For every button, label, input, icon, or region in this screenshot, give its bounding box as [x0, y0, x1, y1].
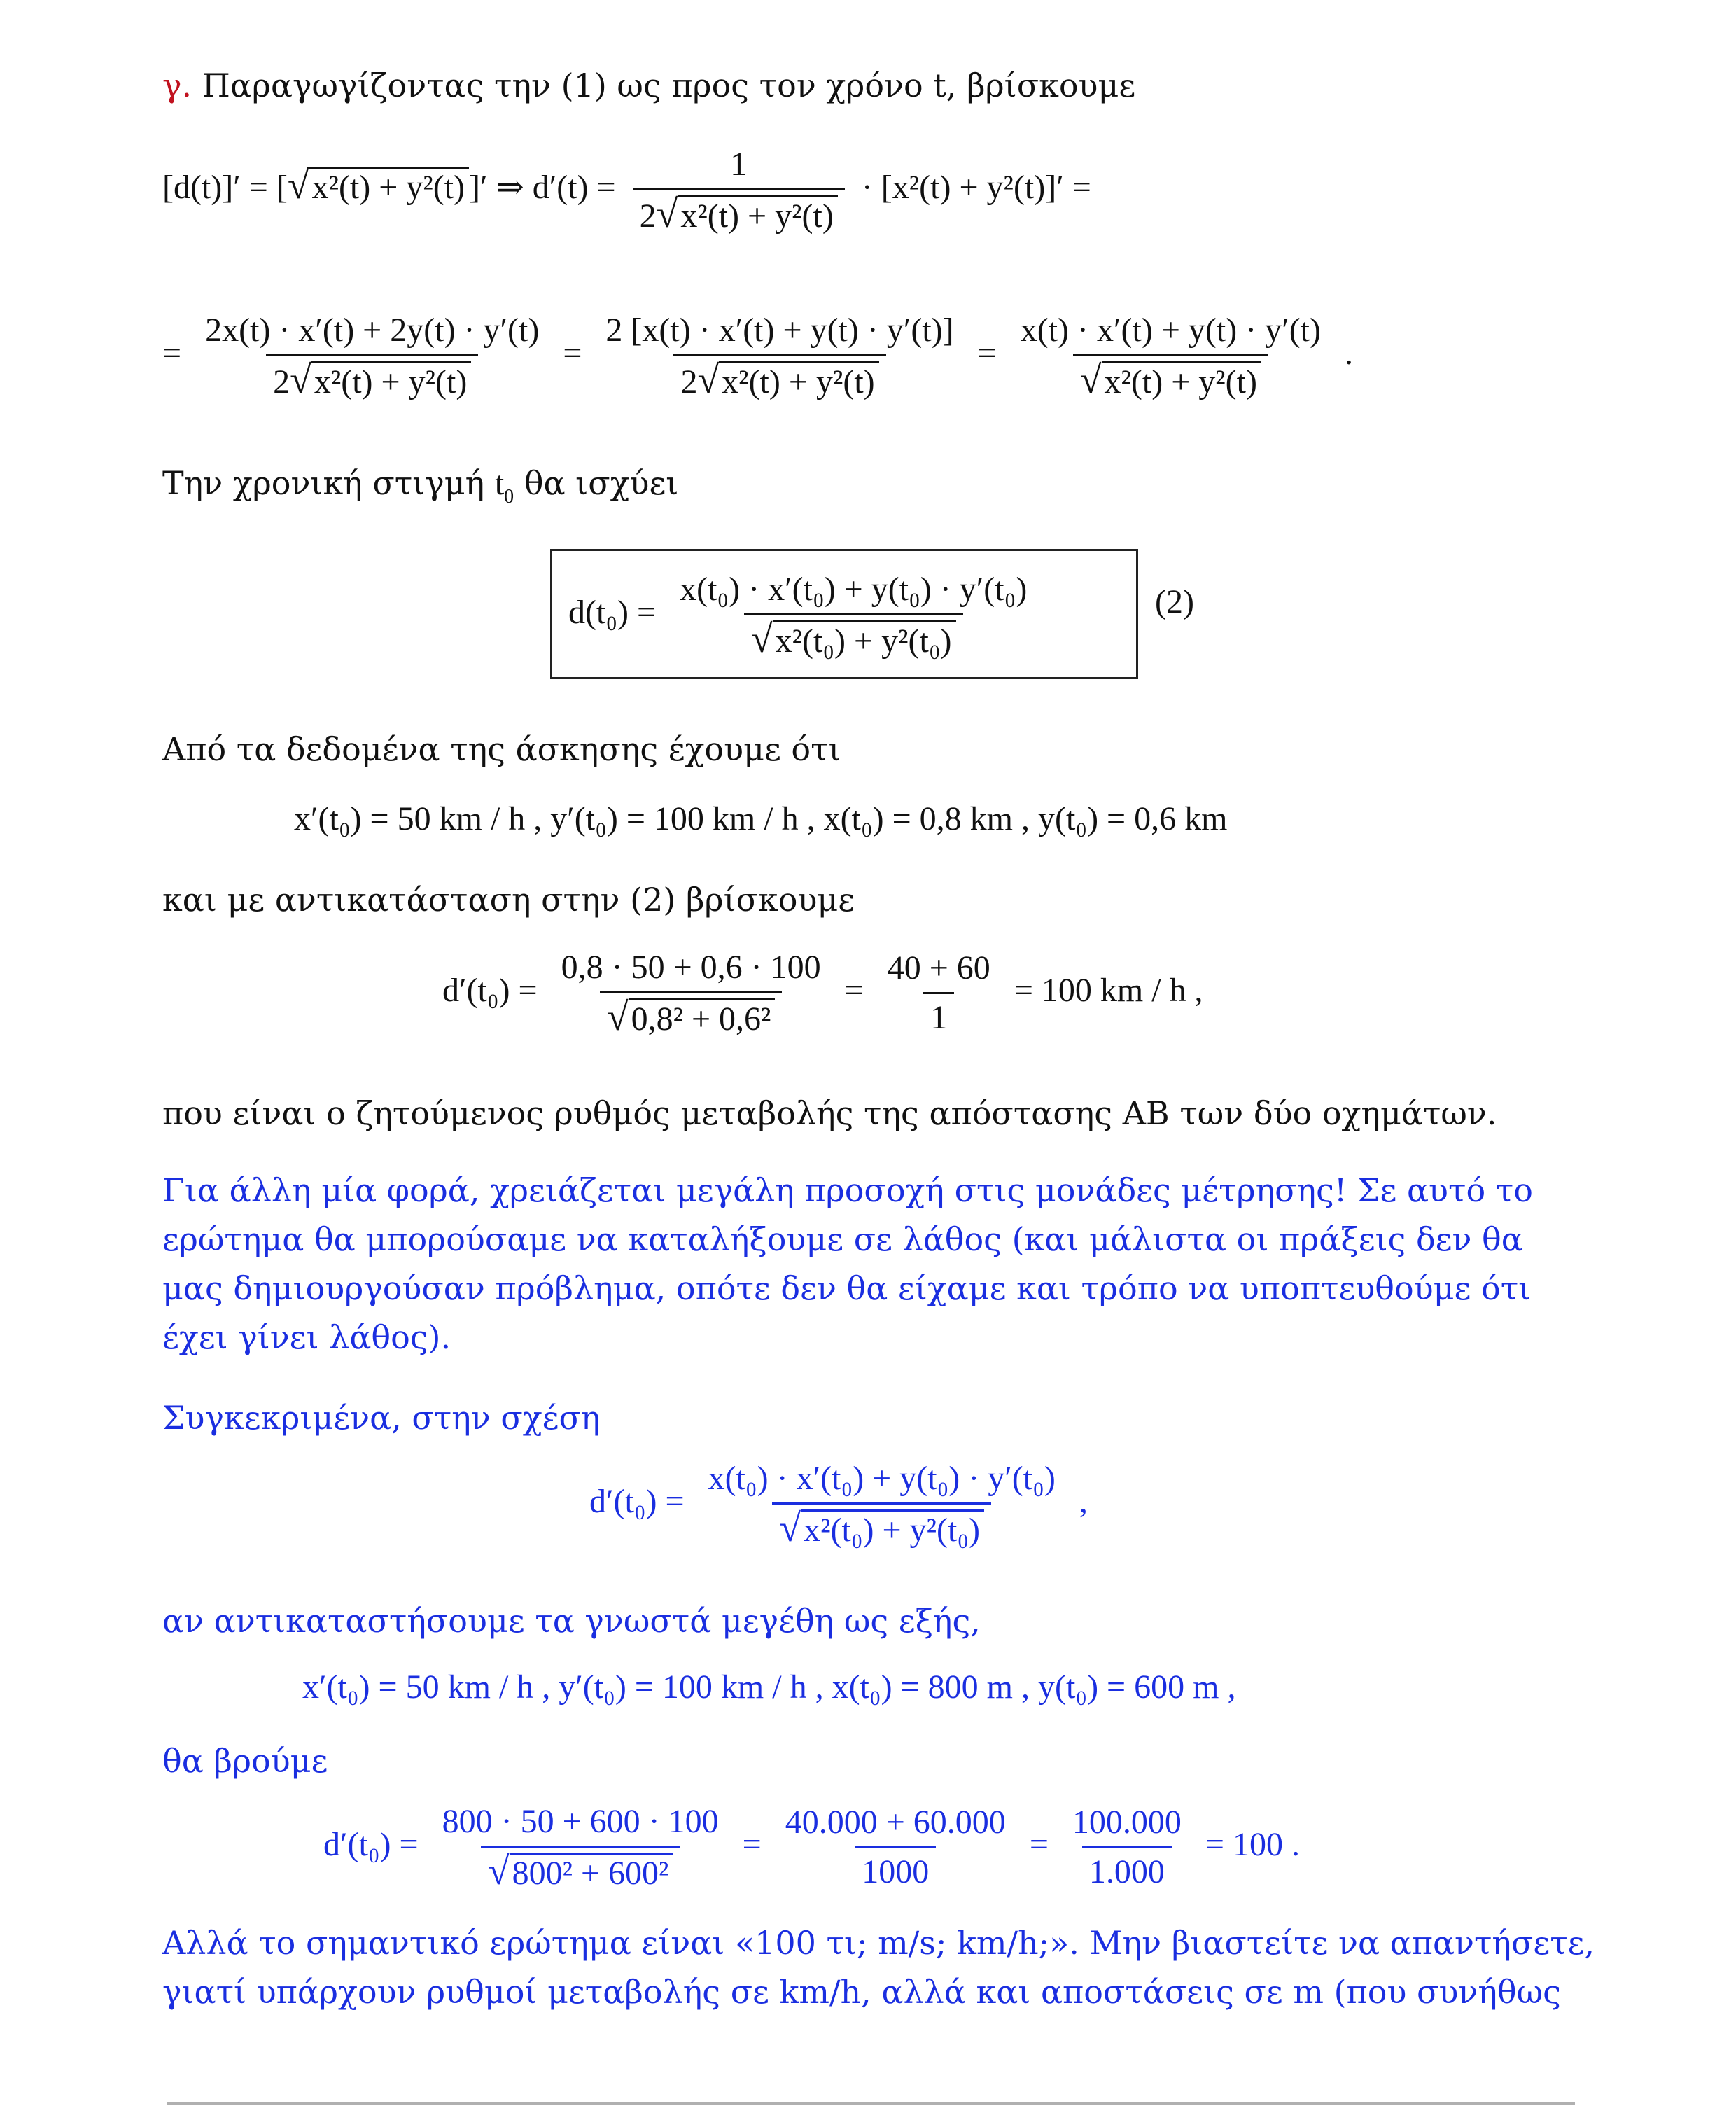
instant-tail: θα ισχύει	[524, 464, 679, 502]
eq2-f1-radicand: x²(t) + y²(t)	[312, 361, 471, 401]
equation-blue-result	[323, 1799, 1300, 1893]
eq2-f3-denominator	[1073, 354, 1268, 402]
eq1-rhs: ]′ ⇒ d′(t) =	[469, 169, 616, 206]
instant-paragraph	[162, 462, 678, 518]
note-line-3: μας δημιουργούσαν πρόβλημα, οπότε δεν θα είχαμε και τρόπο να υποπτευθούμε ότι	[162, 1269, 1532, 1307]
eq2-f3-radicand: x²(t) + y²(t)	[1102, 361, 1261, 401]
eq5-equals: =	[742, 1826, 762, 1863]
eq5-fraction-1	[435, 1802, 726, 1893]
eq3-tail: = 100 km / h ,	[1014, 972, 1203, 1009]
eq2-f3-numerator: x(t) · x′(t) + y(t) · y′(t)	[1020, 311, 1321, 349]
given-values-blue: x′(t₀) = 50 km / h , y′(t₀) = 100 km / h , x(t₀) = 800 m , y(t₀) = 600 m ,	[302, 1668, 1236, 1706]
result-paragraph: που είναι ο ζητούμενος ρυθμός μεταβολής της απόστασης ΑΒ των δύο οχημάτων.	[162, 1094, 1497, 1132]
eq5-equals: =	[1029, 1826, 1049, 1863]
eq4-radicand: x²(t₀) + y²(t₀)	[801, 1509, 984, 1549]
given-values: x′(t₀) = 50 km / h , y′(t₀) = 100 km / h , x(t₀) = 0,8 km , y(t₀) = 0,6 km	[294, 800, 1228, 837]
page-separator	[167, 2102, 1575, 2105]
instant-var: t	[494, 465, 505, 502]
eq5-f2-numerator: 40.000 + 60.000	[785, 1804, 1006, 1841]
sqrt-icon: √	[487, 1849, 510, 1893]
eq4-numerator: x(t₀) · x′(t₀) + y(t₀) · y′(t₀)	[708, 1459, 1056, 1497]
equation-result	[442, 945, 1203, 1039]
eq1-radicand: x²(t) + y²(t)	[309, 167, 469, 207]
sqrt-icon: √	[1079, 358, 1102, 402]
sqrt-icon: √	[606, 995, 629, 1039]
eq3-f2-numerator: 40 + 60	[887, 949, 990, 987]
instant-variable	[494, 465, 514, 508]
eq2-period: .	[1345, 335, 1353, 372]
eq3-f1-numerator: 0,8 · 50 + 0,6 · 100	[561, 948, 821, 986]
boxed-equation	[568, 567, 1042, 661]
specific-paragraph: Συγκεκριμένα, στην σχέση	[162, 1399, 601, 1437]
boxed-numerator: x(t₀) · x′(t₀) + y(t₀) · y′(t₀)	[680, 570, 1028, 608]
eq1-fraction	[633, 145, 845, 236]
eq5-f3-denominator: 1.000	[1082, 1846, 1172, 1892]
eq4-tail: ,	[1079, 1483, 1088, 1520]
question-label: γ.	[162, 67, 192, 104]
equation-blue-relation	[589, 1456, 1088, 1550]
eq1-den-radicand: x²(t) + y²(t)	[678, 195, 837, 235]
eq3-equals: =	[844, 972, 864, 1009]
eq4-lhs: d′(t₀) =	[589, 1483, 685, 1520]
instant-text: Την χρονική στιγμή	[162, 464, 485, 502]
eq1-lhs: [d(t)]′ = [	[162, 169, 288, 206]
equation-derivative	[162, 140, 1091, 236]
boxed-lhs: d(t₀) =	[568, 594, 657, 631]
eq2-equals: =	[162, 335, 182, 372]
eq2-f2-denominator	[673, 354, 886, 402]
eq2-equals: =	[563, 335, 582, 372]
eq1-tail: · [x²(t) + y²(t)]′ =	[861, 169, 1091, 206]
eq3-f1-denominator	[600, 991, 783, 1039]
eq2-fraction-2	[598, 311, 960, 402]
eq2-f2-coef: 2	[680, 363, 698, 400]
boxed-denominator	[744, 613, 963, 661]
eq3-lhs: d′(t₀) =	[442, 972, 538, 1009]
equation-tag: (2)	[1155, 583, 1194, 620]
note-line-2: ερώτημα θα μπορούσαμε να καταλήξουμε σε λάθος (και μάλιστα οι πράξεις δεν θα	[162, 1220, 1523, 1258]
eq1-denominator	[633, 188, 845, 236]
eq5-fraction-2	[778, 1803, 1013, 1892]
final-line-1: Αλλά το σημαντικό ερώτημα είναι «100 τι; m/s; km/h;». Μην βιαστείτε να απαντήσετε,	[162, 1924, 1595, 1962]
eq5-lhs: d′(t₀) =	[323, 1826, 419, 1863]
eq5-f1-radicand: 800² + 600²	[510, 1853, 673, 1892]
eq2-f1-numerator: 2x(t) · x′(t) + 2y(t) · y′(t)	[205, 311, 540, 349]
eq3-f1-radicand: 0,8² + 0,6²	[629, 998, 776, 1038]
eq2-f1-denominator	[266, 354, 478, 402]
eq2-equals: =	[977, 335, 997, 372]
find-paragraph: θα βρούμε	[162, 1742, 328, 1780]
final-line-2: γιατί υπάρχουν ρυθμοί μεταβολής σε km/h, αλλά και αποστάσεις σε m (που συνήθως	[162, 1973, 1561, 2011]
substitution-paragraph: και με αντικατάσταση στην (2) βρίσκουμε	[162, 881, 855, 919]
sqrt-icon: √	[287, 164, 309, 207]
sqrt-icon: √	[779, 1506, 802, 1550]
eq3-fraction-2	[881, 949, 997, 1038]
sqrt-icon: √	[290, 358, 312, 402]
boxed-fraction	[673, 570, 1034, 661]
note-line-1: Για άλλη μία φορά, χρειάζεται μεγάλη προσοχή στις μονάδες μέτρησης! Σε αυτό το	[162, 1171, 1533, 1209]
eq5-f1-numerator: 800 · 50 + 600 · 100	[442, 1802, 719, 1840]
eq5-tail: = 100 .	[1205, 1826, 1300, 1863]
gamma-paragraph	[162, 64, 1135, 106]
eq3-f2-denominator: 1	[923, 992, 954, 1038]
eq4-denominator	[772, 1502, 991, 1550]
sqrt-icon: √	[656, 192, 678, 236]
eq3-fraction-1	[554, 948, 828, 1039]
equation-simplification	[162, 308, 1353, 402]
eq1-numerator: 1	[730, 145, 748, 183]
eq5-f1-denominator	[481, 1846, 680, 1893]
note-line-4: έχει γίνει λάθος).	[162, 1318, 451, 1356]
sqrt-icon: √	[750, 617, 773, 661]
if-paragraph: αν αντικαταστήσουμε τα γνωστά μεγέθη ως εξής,	[162, 1602, 981, 1640]
gamma-text: Παραγωγίζοντας την (1) ως προς τον χρόνο t, βρίσκουμε	[202, 67, 1136, 104]
eq4-fraction	[701, 1459, 1063, 1550]
eq2-f1-coef: 2	[273, 363, 290, 400]
eq5-f3-numerator: 100.000	[1072, 1804, 1182, 1841]
data-paragraph: Από τα δεδομένα της άσκησης έχουμε ότι	[162, 730, 841, 768]
eq5-f2-denominator: 1000	[855, 1846, 936, 1892]
eq2-f2-radicand: x²(t) + y²(t)	[719, 361, 878, 401]
boxed-radicand: x²(t₀) + y²(t₀)	[773, 620, 956, 660]
eq5-fraction-3	[1065, 1803, 1189, 1892]
sqrt-icon: √	[697, 358, 720, 402]
eq2-f2-numerator: 2 [x(t) · x′(t) + y(t) · y′(t)]	[606, 311, 954, 349]
eq2-fraction-1	[198, 311, 546, 402]
instant-sub: 0	[504, 486, 514, 508]
eq1-den-coef: 2	[639, 197, 657, 235]
eq2-fraction-3	[1014, 311, 1328, 402]
